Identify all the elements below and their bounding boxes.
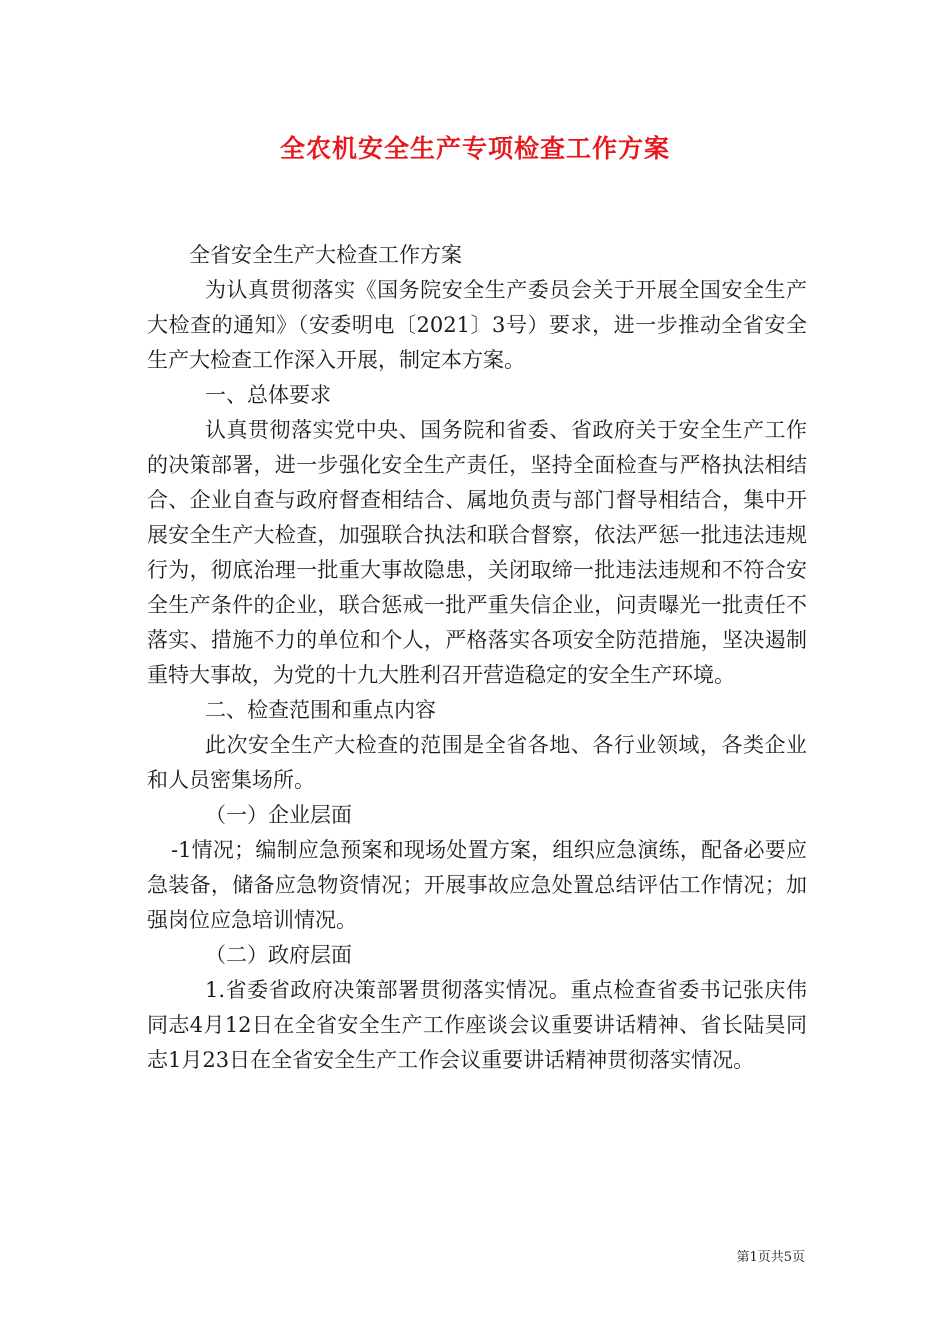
section-heading: 二、检查范围和重点内容 <box>205 698 436 722</box>
document-body <box>147 238 807 1078</box>
section-paragraph: 1.省委省政府决策部署贯彻落实情况。重点检查省委书记张庆伟同志4月12日在全省安全生产工作座谈会议重要讲话精神、省长陆昊同志1月23日在全省安全生产工作会议重要讲话精神贯彻落实情况。 <box>147 978 807 1072</box>
section-paragraph: 此次安全生产大检查的范围是全省各地、各行业领域，各类企业和人员密集场所。 <box>147 733 807 792</box>
section-paragraph: 认真贯彻落实党中央、国务院和省委、省政府关于安全生产工作的决策部署，进一步强化安全生产责任，坚持全面检查与严格执法相结合、企业自查与政府督查相结合、属地负责与部门督导相结合，集中开展安全生产大检查，加强联合执法和联合督察，依法严惩一批违法违规行为，彻底治理一批重大事故隐患，关闭取缔一批违法违规和不符合安全生产条件的企业，联合惩戒一批严重失信企业，问责曝光一批责任不落实、措施不力的单位和个人，严格落实各项安全防范措施，坚决遏制重特大事故，为党的十九大胜利召开营造稳定的安全生产环境。 <box>147 418 807 687</box>
page-number-footer: 第1页共5页 <box>736 1250 805 1265</box>
subsection-heading: （一）企业层面 <box>205 803 352 827</box>
section-paragraph: -1情况；编制应急预案和现场处置方案，组织应急演练，配备必要应急装备，储备应急物资情况；开展事故应急处置总结评估工作情况；加强岗位应急培训情况。 <box>147 838 807 932</box>
section-heading: 一、总体要求 <box>205 383 331 407</box>
document-title: 全农机安全生产专项检查工作方案 <box>279 134 670 163</box>
subtitle-paragraph: 全省安全生产大检查工作方案 <box>189 243 462 267</box>
intro-paragraph: 为认真贯彻落实《国务院安全生产委员会关于开展全国安全生产大检查的通知》（安委明电〔2021〕3号）要求，进一步推动全省安全生产大检查工作深入开展，制定本方案。 <box>147 278 807 372</box>
subsection-heading: （二）政府层面 <box>205 943 352 967</box>
